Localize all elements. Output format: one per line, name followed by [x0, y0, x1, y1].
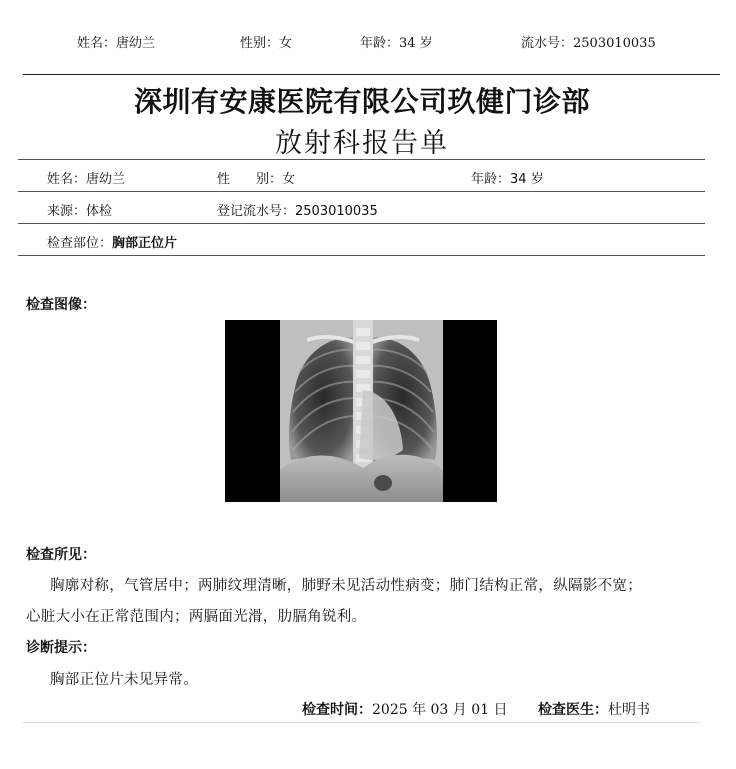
info-table-row-divider — [18, 191, 705, 192]
header-gender: 性别：女 — [240, 36, 293, 51]
exam-time-label: 检查时间： — [302, 702, 372, 718]
diagnosis-text: 胸部正位片未见异常。 — [50, 672, 198, 688]
info-source-value: 体检 — [86, 204, 113, 219]
findings-text-line1: 胸廓对称，气管居中；两肺纹理清晰，肺野未见活动性病变；肺门结构正常，纵隔影不宽； — [50, 578, 642, 594]
info-gender-label: 性 别： — [217, 172, 283, 187]
exam-doctor-value: 杜明书 — [608, 702, 650, 718]
findings-heading: 检查所见： — [26, 547, 96, 563]
diagnosis-heading: 诊断提示： — [26, 640, 96, 656]
info-reg-serial-label: 登记流水号： — [217, 204, 296, 219]
info-table-top-border — [18, 159, 705, 160]
info-age-value: 34 岁 — [510, 172, 544, 187]
info-gender — [217, 168, 295, 187]
info-reg-serial — [217, 200, 378, 219]
info-name — [47, 168, 125, 187]
info-reg-serial-value: 2503010035 — [295, 204, 378, 219]
hospital-title: 深圳有安康医院有限公司玖健门诊部 — [133, 85, 590, 118]
findings-text-line2: 心脏大小在正常范围内；两膈面光滑，肋膈角锐利。 — [26, 609, 367, 625]
info-age — [471, 168, 544, 187]
info-name-value: 唐幼兰 — [86, 172, 126, 187]
info-exam-part — [47, 232, 177, 251]
header-divider — [23, 74, 720, 75]
info-name-label: 姓名： — [47, 172, 87, 187]
info-age-label: 年龄： — [471, 172, 511, 187]
info-gender-value: 女 — [282, 172, 296, 187]
info-source-label: 来源： — [47, 204, 87, 219]
info-exam-part-value: 胸部正位片 — [112, 236, 178, 251]
header-name: 姓名：唐幼兰 — [77, 36, 156, 51]
footer-divider — [23, 722, 700, 723]
info-source — [47, 200, 112, 219]
exam-doctor-label: 检查医生： — [538, 702, 608, 718]
chest-xray-image — [225, 320, 497, 502]
exam-time-value: 2025 年 03 月 01 日 — [372, 702, 508, 718]
info-exam-part-label: 检查部位： — [47, 236, 113, 251]
report-title: 放射科报告单 — [275, 128, 449, 159]
header-serial: 流水号：2503010035 — [521, 36, 656, 51]
info-table-bottom-border — [18, 255, 705, 256]
image-heading: 检查图像： — [26, 297, 96, 313]
header-age: 年龄：34 岁 — [360, 36, 433, 51]
exam-time — [302, 699, 508, 719]
exam-doctor — [538, 699, 650, 719]
info-table-row-divider — [18, 223, 705, 224]
